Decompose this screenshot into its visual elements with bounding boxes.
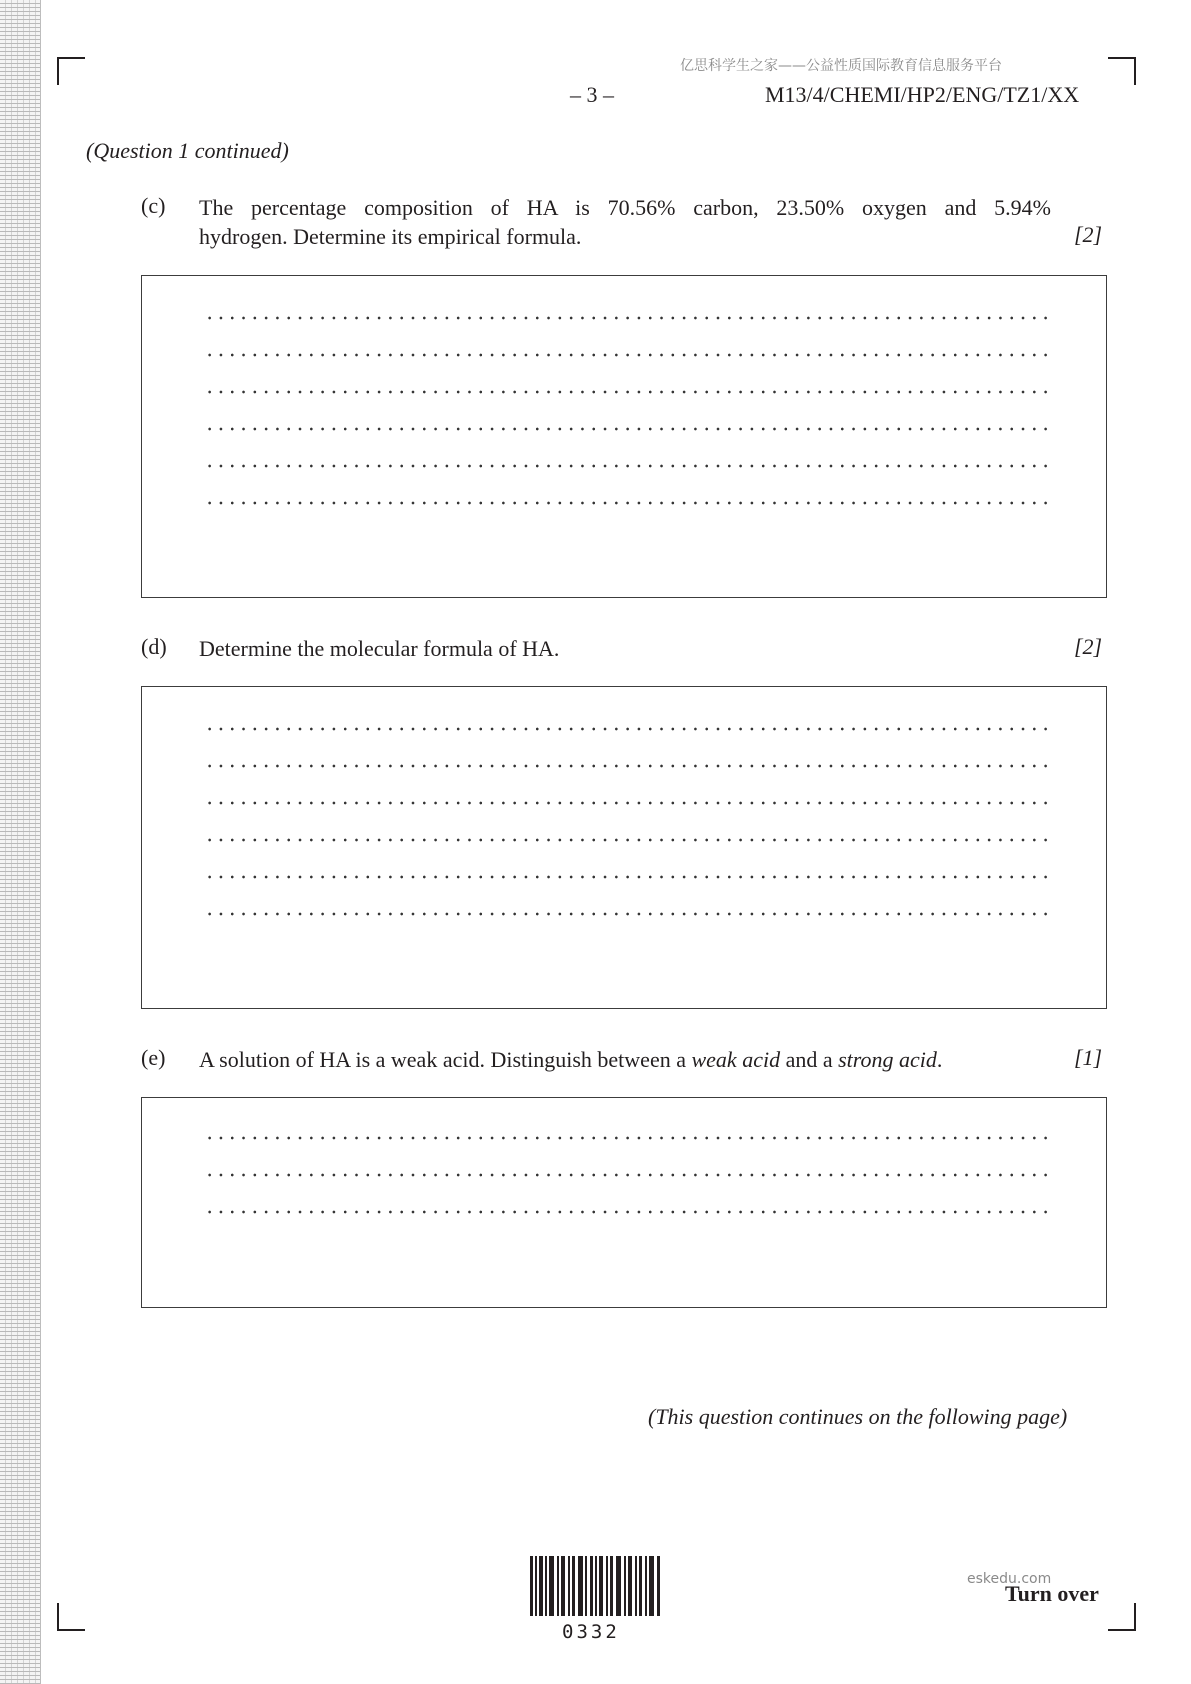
page-number: – 3 – — [570, 82, 614, 107]
answer-line — [204, 1210, 1048, 1214]
part-e-text-middle: and a — [780, 1047, 839, 1072]
part-e-question — [199, 1045, 1051, 1074]
answer-line — [204, 316, 1048, 320]
term-weak-acid: weak acid — [691, 1047, 781, 1072]
part-c-marks: [2] — [1074, 222, 1103, 247]
answer-line — [204, 427, 1048, 431]
part-e-label: (e) — [141, 1045, 166, 1070]
part-d-marks: [2] — [1074, 634, 1103, 659]
continues-on-following-page-note: (This question continues on the following page) — [648, 1404, 1068, 1429]
part-e-answer-box[interactable] — [141, 1097, 1107, 1308]
header-watermark: 亿思科学生之家——公益性质国际教育信息服务平台 — [680, 58, 1002, 74]
answer-line — [204, 764, 1048, 768]
answer-line — [204, 801, 1048, 805]
part-e-marks: [1] — [1074, 1045, 1103, 1070]
part-d-answer-box[interactable] — [141, 686, 1107, 1009]
part-e-text-start: A solution of HA is a weak acid. Distinguish between a — [199, 1047, 692, 1072]
part-d-question: Determine the molecular formula of HA. — [199, 636, 560, 661]
perforated-margin — [0, 0, 41, 1684]
barcode — [530, 1556, 661, 1616]
crop-mark-top-left — [57, 57, 85, 85]
turn-over-label: Turn over — [1005, 1581, 1099, 1606]
answer-line — [204, 464, 1048, 468]
answer-line — [204, 1173, 1048, 1177]
part-e-text-end: . — [936, 1047, 943, 1072]
footer-watermark: eskedu.com — [967, 1571, 1052, 1587]
answer-line — [204, 390, 1048, 394]
part-c-label: (c) — [141, 193, 166, 218]
barcode-number: 0332 — [562, 1621, 620, 1643]
part-d-label: (d) — [141, 634, 167, 659]
crop-mark-bottom-left — [57, 1603, 85, 1631]
answer-line — [204, 353, 1048, 357]
answer-line — [204, 1136, 1048, 1140]
crop-mark-bottom-right — [1108, 1603, 1136, 1631]
answer-line — [204, 501, 1048, 505]
term-strong-acid: strong acid — [838, 1047, 937, 1072]
exam-code: M13/4/CHEMI/HP2/ENG/TZ1/XX — [765, 82, 1080, 107]
answer-line — [204, 727, 1048, 731]
crop-mark-top-right — [1108, 57, 1136, 85]
answer-line — [204, 875, 1048, 879]
part-c-answer-box[interactable] — [141, 275, 1107, 598]
question-continued-label: (Question 1 continued) — [86, 138, 289, 163]
part-c-question-line2: hydrogen. Determine its empirical formula. — [199, 224, 582, 249]
part-c-question-line1: The percentage composition of HA is 70.56% carbon, 23.50% oxygen and 5.94% — [199, 195, 1051, 220]
answer-line — [204, 838, 1048, 842]
answer-line — [204, 912, 1048, 916]
